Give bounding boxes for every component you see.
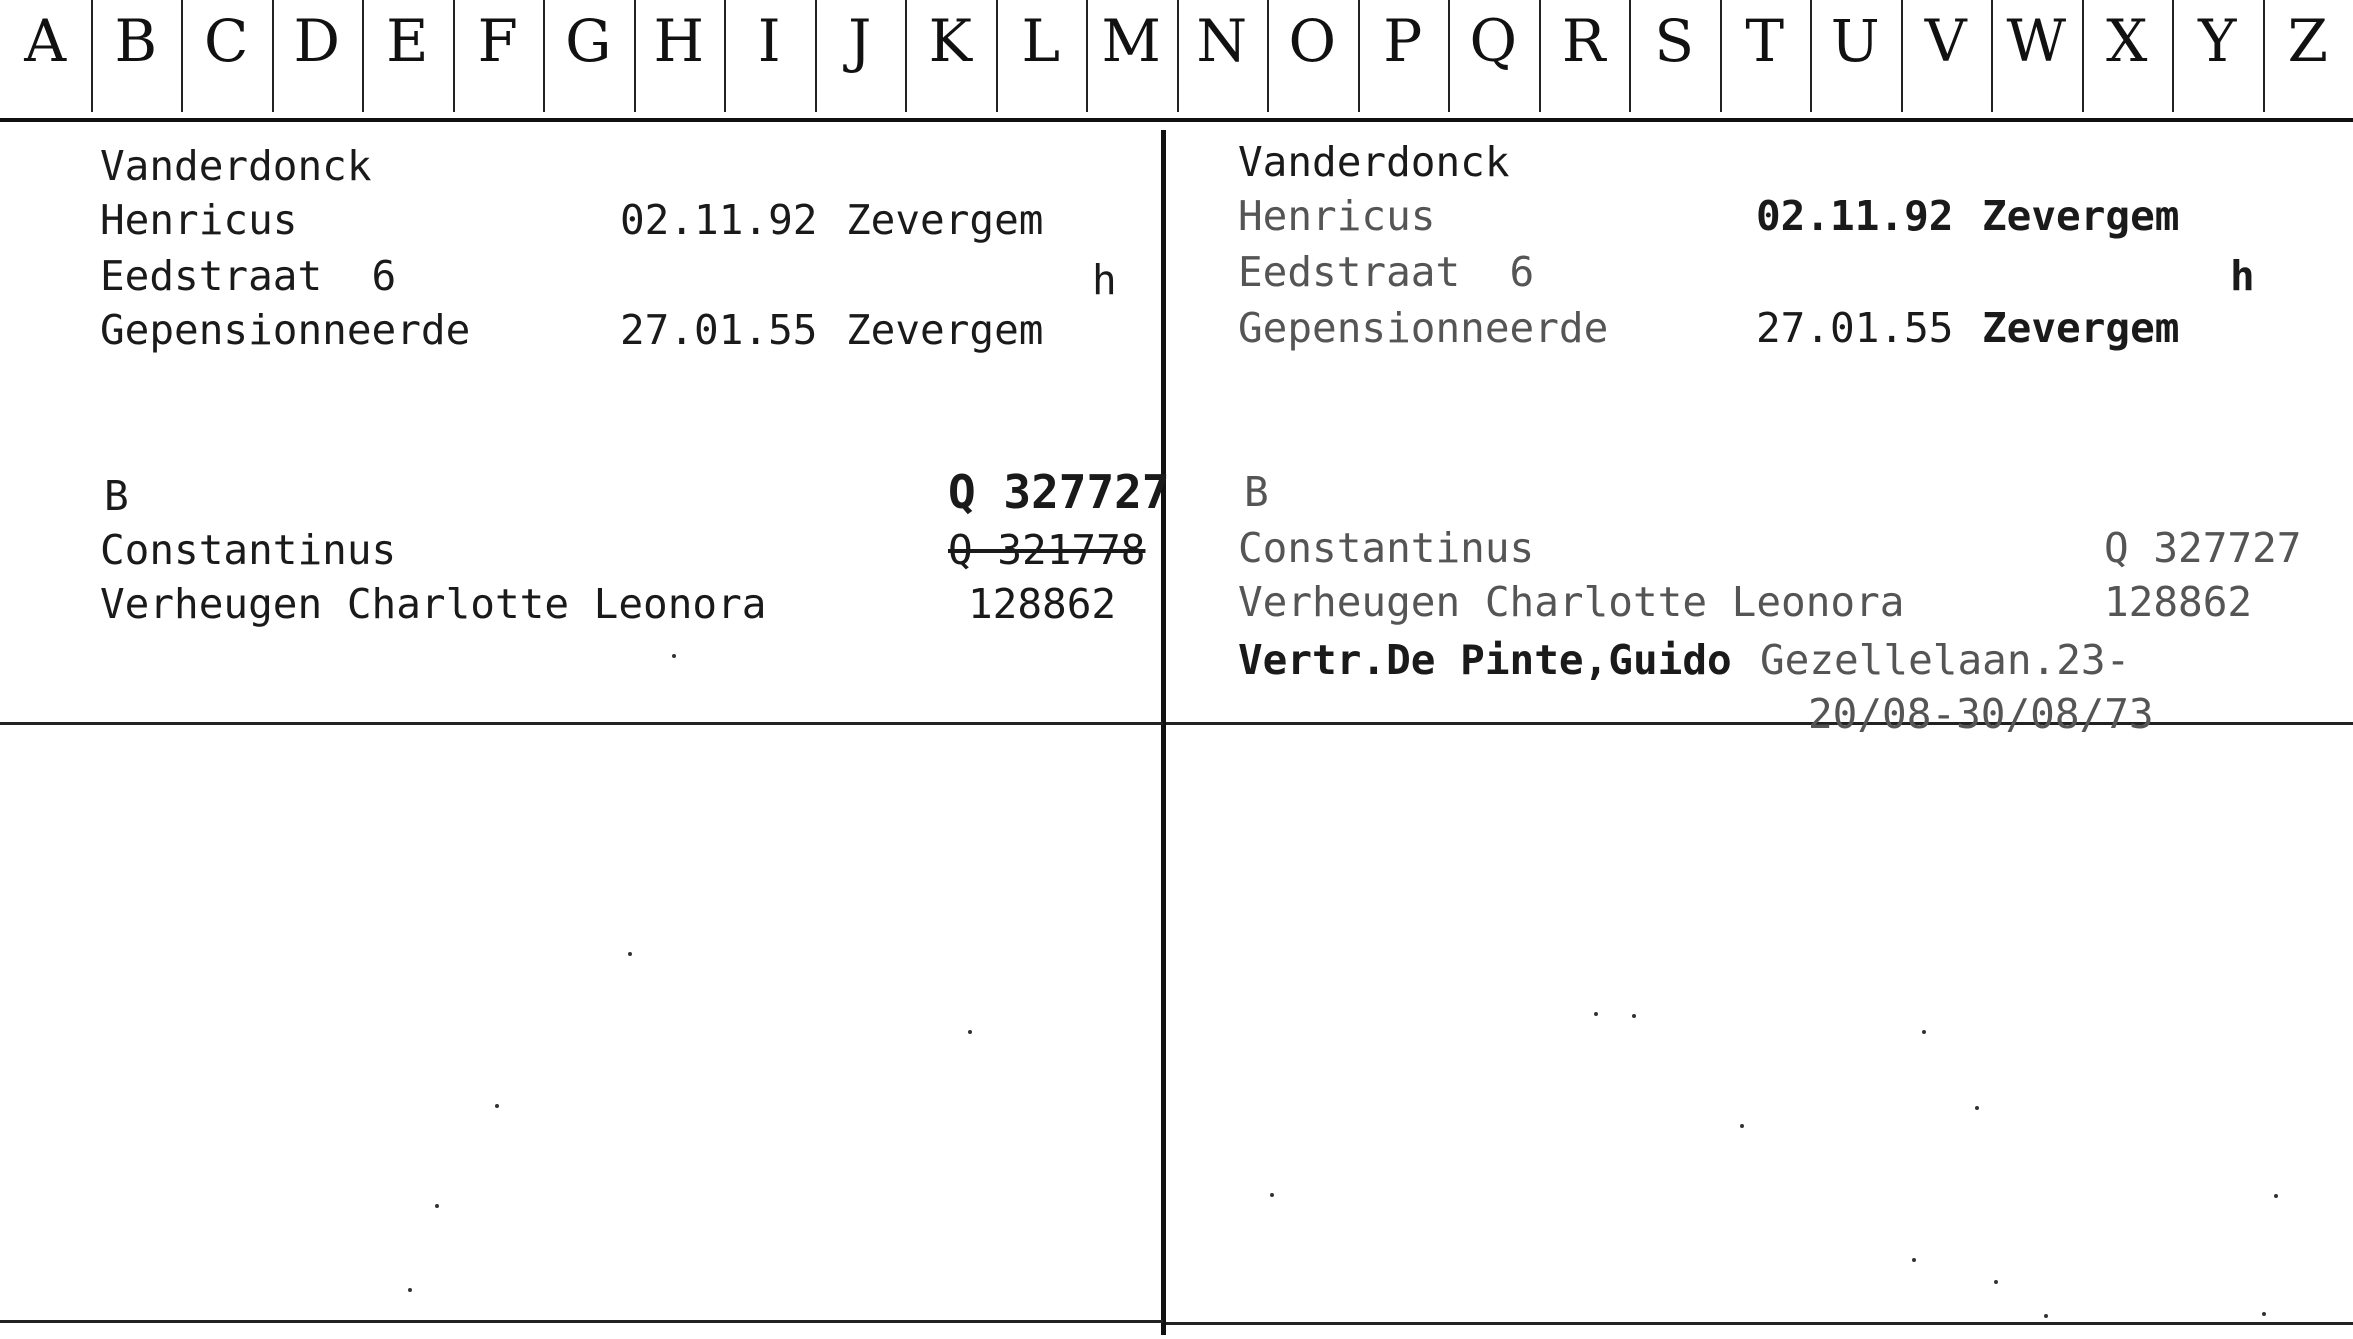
index-tab-e: E xyxy=(386,7,429,75)
right-second-place: Zevergem xyxy=(1982,304,2180,352)
index-tab-v: V xyxy=(1924,7,1967,75)
left-spouse: Verheugen Charlotte Leonora xyxy=(100,580,767,628)
index-separator xyxy=(1086,0,1088,112)
left-first-name: Henricus xyxy=(100,196,298,244)
left-category: B xyxy=(104,472,129,520)
right-period: 20/08-30/08/73 xyxy=(1808,690,2154,738)
right-representative: Vertr.De Pinte,Guido xyxy=(1238,636,1732,684)
right-first-name: Henricus xyxy=(1238,192,1436,240)
index-separator xyxy=(272,0,274,112)
record-end-rule-right xyxy=(1166,722,2353,725)
left-occupation: Gepensionneerde xyxy=(100,306,471,354)
left-number-new: Q 327727 xyxy=(948,465,1170,519)
index-tab-c: C xyxy=(204,7,249,75)
index-separator xyxy=(815,0,817,112)
index-separator xyxy=(2263,0,2265,112)
alphabet-index-strip xyxy=(0,0,2353,122)
index-separator xyxy=(181,0,183,112)
card-divider xyxy=(1161,130,1166,1335)
index-separator xyxy=(1267,0,1269,112)
index-tab-x: X xyxy=(2106,7,2148,75)
index-separator xyxy=(362,0,364,112)
left-mark: h xyxy=(1092,256,1117,304)
right-number: Q 327727 xyxy=(2104,524,2302,572)
left-birth-place: Zevergem xyxy=(846,196,1044,244)
right-spouse: Verheugen Charlotte Leonora xyxy=(1238,578,1905,626)
record-end-rule-left xyxy=(0,722,1163,725)
right-street: Eedstraat 6 xyxy=(1238,248,1535,296)
index-tab-f: F xyxy=(477,7,518,75)
index-tab-y: Y xyxy=(2198,7,2237,75)
index-tab-a: A xyxy=(24,7,67,75)
index-tab-o: O xyxy=(1288,7,1337,75)
index-tab-s: S xyxy=(1654,7,1695,75)
index-tab-u: U xyxy=(1830,7,1880,75)
index-separator xyxy=(1991,0,1993,112)
index-separator xyxy=(905,0,907,112)
right-mark: h xyxy=(2230,252,2255,300)
index-separator xyxy=(543,0,545,112)
index-tab-p: P xyxy=(1383,7,1423,75)
index-separator xyxy=(1810,0,1812,112)
index-tab-t: T xyxy=(1745,7,1785,75)
bottom-rule-right xyxy=(1166,1322,2353,1325)
left-street: Eedstraat 6 xyxy=(100,252,397,300)
index-tab-m: M xyxy=(1101,7,1161,75)
index-separator xyxy=(2082,0,2084,112)
index-separator xyxy=(1448,0,1450,112)
index-baseline xyxy=(0,118,2353,122)
right-given-name-2: Constantinus xyxy=(1238,524,1535,572)
bottom-rule-left xyxy=(0,1320,1163,1323)
left-number-old: Q 321778 xyxy=(948,526,1146,574)
index-separator xyxy=(1901,0,1903,112)
index-separator xyxy=(1720,0,1722,112)
index-separator xyxy=(91,0,93,112)
index-separator xyxy=(1177,0,1179,112)
right-category: B xyxy=(1244,468,1269,516)
left-spouse-number: 128862 xyxy=(968,580,1117,628)
index-tab-h: H xyxy=(653,7,705,75)
index-separator xyxy=(996,0,998,112)
right-birth-date: 02.11.92 xyxy=(1756,192,1954,240)
index-separator xyxy=(1539,0,1541,112)
left-second-place: Zevergem xyxy=(846,306,1044,354)
right-second-date: 27.01.55 xyxy=(1756,304,1954,352)
index-tab-b: B xyxy=(114,7,158,75)
index-separator xyxy=(1629,0,1631,112)
index-tab-q: Q xyxy=(1469,7,1518,75)
index-tab-n: N xyxy=(1196,7,1248,75)
index-tab-l: L xyxy=(1021,7,1061,75)
index-tab-z: Z xyxy=(2287,7,2328,75)
index-tab-d: D xyxy=(293,7,341,75)
index-tab-r: R xyxy=(1561,7,1606,75)
index-separator xyxy=(1358,0,1360,112)
index-tab-g: G xyxy=(565,7,612,75)
index-tab-i: I xyxy=(757,7,781,75)
right-representative-address: Gezellelaan.23- xyxy=(1760,636,2131,684)
index-separator xyxy=(2172,0,2174,112)
right-occupation: Gepensionneerde xyxy=(1238,304,1609,352)
index-separator xyxy=(453,0,455,112)
left-given-name-2: Constantinus xyxy=(100,526,397,574)
index-separator xyxy=(724,0,726,112)
right-surname: Vanderdonck xyxy=(1238,138,1510,186)
left-birth-date: 02.11.92 xyxy=(620,196,818,244)
left-surname: Vanderdonck xyxy=(100,142,372,190)
index-tab-w: W xyxy=(2006,7,2067,75)
index-separator xyxy=(634,0,636,112)
left-second-date: 27.01.55 xyxy=(620,306,818,354)
index-tab-j: J xyxy=(848,7,872,75)
index-tab-k: K xyxy=(928,7,972,75)
right-spouse-number: 128862 xyxy=(2104,578,2253,626)
right-birth-place: Zevergem xyxy=(1982,192,2180,240)
